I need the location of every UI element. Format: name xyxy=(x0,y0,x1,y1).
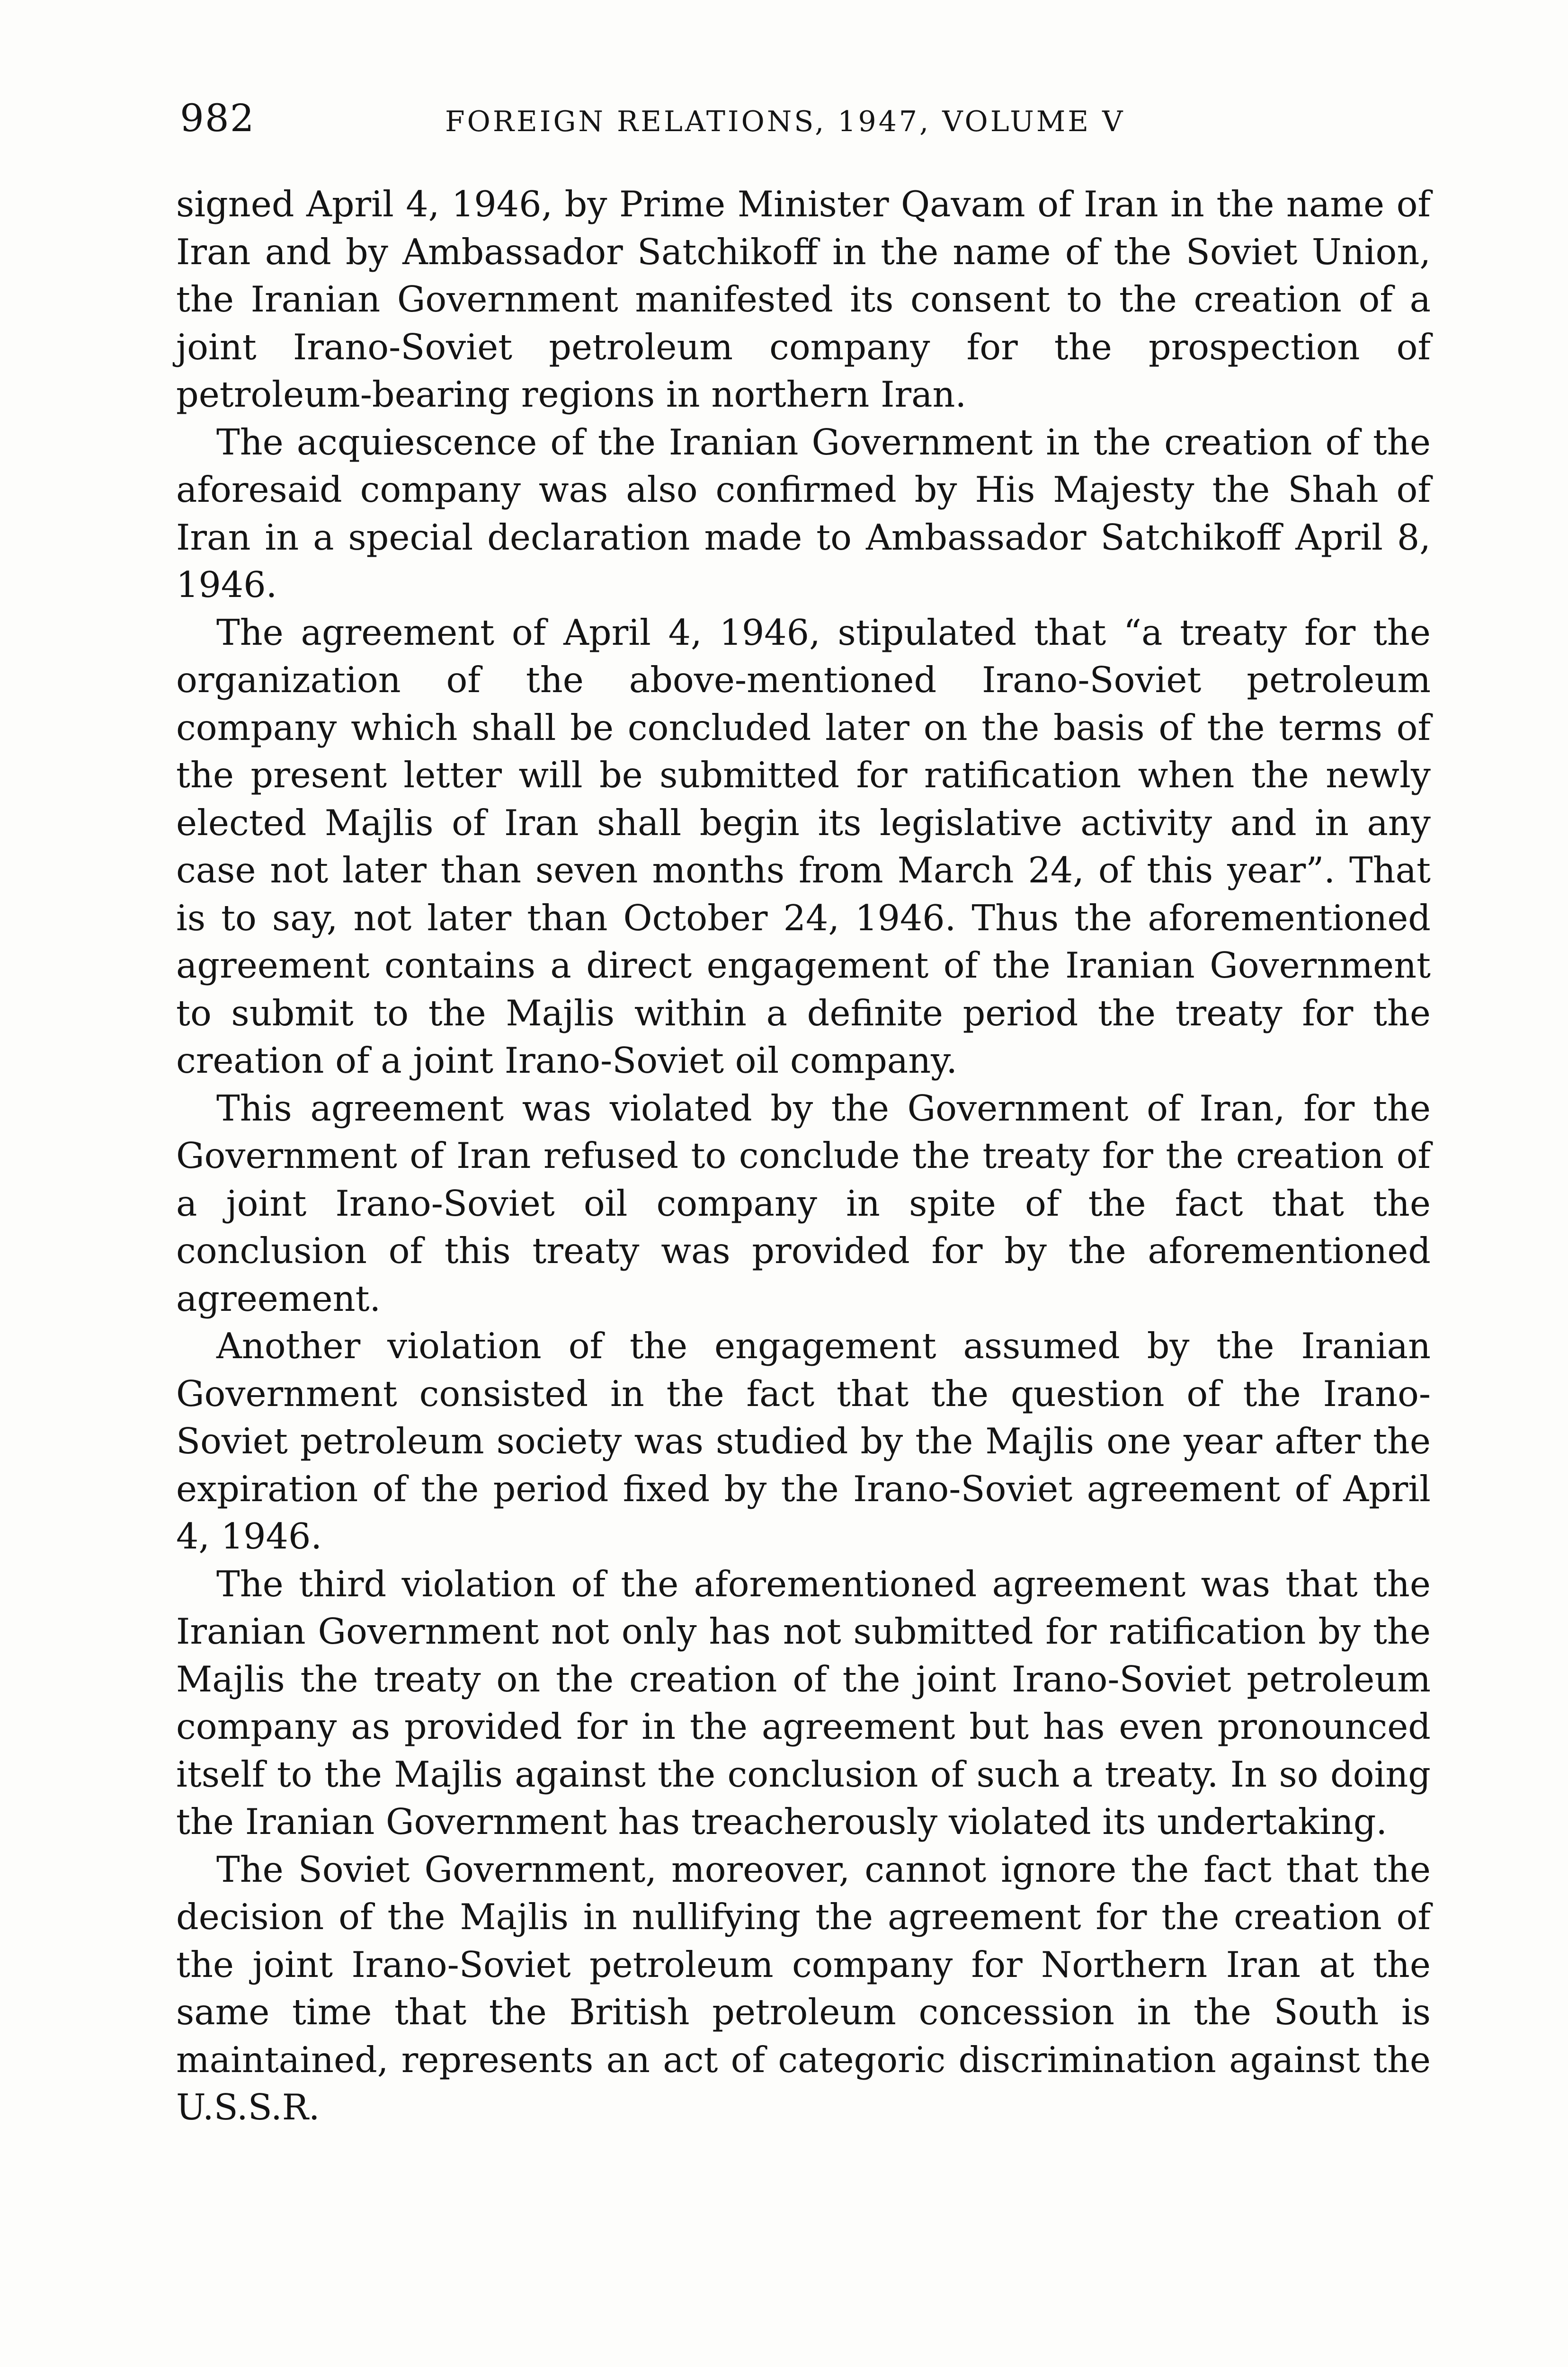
paragraph-continuation: signed April 4, 1946, by Prime Minister Qavam of Iran in the name of Iran and by Ambassador Satchikoff in the name of the Soviet Union, the Iranian Government manifested its consent to the creation of a joint Irano-Soviet petroleum company for the prospection of petroleum-bearing regions in northern Iran. xyxy=(176,184,1431,415)
paragraph-third-violation: The third violation of the aforementioned agreement was that the Iranian Government not only has not submitted for ratification by the Majlis the treaty on the creation of the joint Irano-Soviet petroleum company as provided for in the agreement but has even pronounced itself to the Majlis against the conclusion of such a treaty. In so doing the Iranian Government has treacherously violated its undertaking. xyxy=(176,1563,1431,1842)
page-number: 982 xyxy=(180,96,255,140)
paragraph-shah-declaration: The acquiescence of the Iranian Government in the creation of the aforesaid company was also confirmed by His Majesty the Shah of Iran in a special declaration made to Ambassador Satchikoff April 8, 1946. xyxy=(176,421,1431,605)
paragraph-first-violation: This agreement was violated by the Government of Iran, for the Government of Iran refused to conclude the treaty for the creation of a joint Irano-Soviet oil company in spite of the fact that the conclusion of this treaty was provided for by the aforementioned agreement. xyxy=(176,1087,1431,1319)
paragraph-discrimination: The Soviet Government, moreover, cannot ignore the fact that the decision of the Majlis in nullifying the agreement for the creation of the joint Irano-Soviet petroleum company for Northern Iran at the same time that the British petroleum concession in the South is maintained, represents an act of categoric discrimination against the U.S.S.R. xyxy=(176,1849,1431,2128)
running-title: FOREIGN RELATIONS, 1947, VOLUME V xyxy=(445,105,1125,138)
body-text xyxy=(176,181,1431,2132)
paragraph-agreement-terms: The agreement of April 4, 1946, stipulated that “a treaty for the organization of the above-mentioned Irano-Soviet petroleum company which shall be concluded later on the basis of the terms of the present letter will be submitted for ratification when the newly elected Majlis of Iran shall begin its legislative activity and in any case not later than seven months from March 24, of this year”. That is to say, not later than October 24, 1946. Thus the aforementioned agreement contains a direct engagement of the Iranian Government to submit to the Majlis within a definite period the treaty for the creation of a joint Irano-Soviet oil company. xyxy=(176,612,1431,1081)
running-head xyxy=(180,92,1430,144)
paragraph-second-violation: Another violation of the engagement assumed by the Iranian Government consisted in the fact that the question of the Irano-Soviet petroleum society was studied by the Majlis one year after the expiration of the period fixed by the Irano-Soviet agreement of April 4, 1946. xyxy=(176,1326,1431,1557)
